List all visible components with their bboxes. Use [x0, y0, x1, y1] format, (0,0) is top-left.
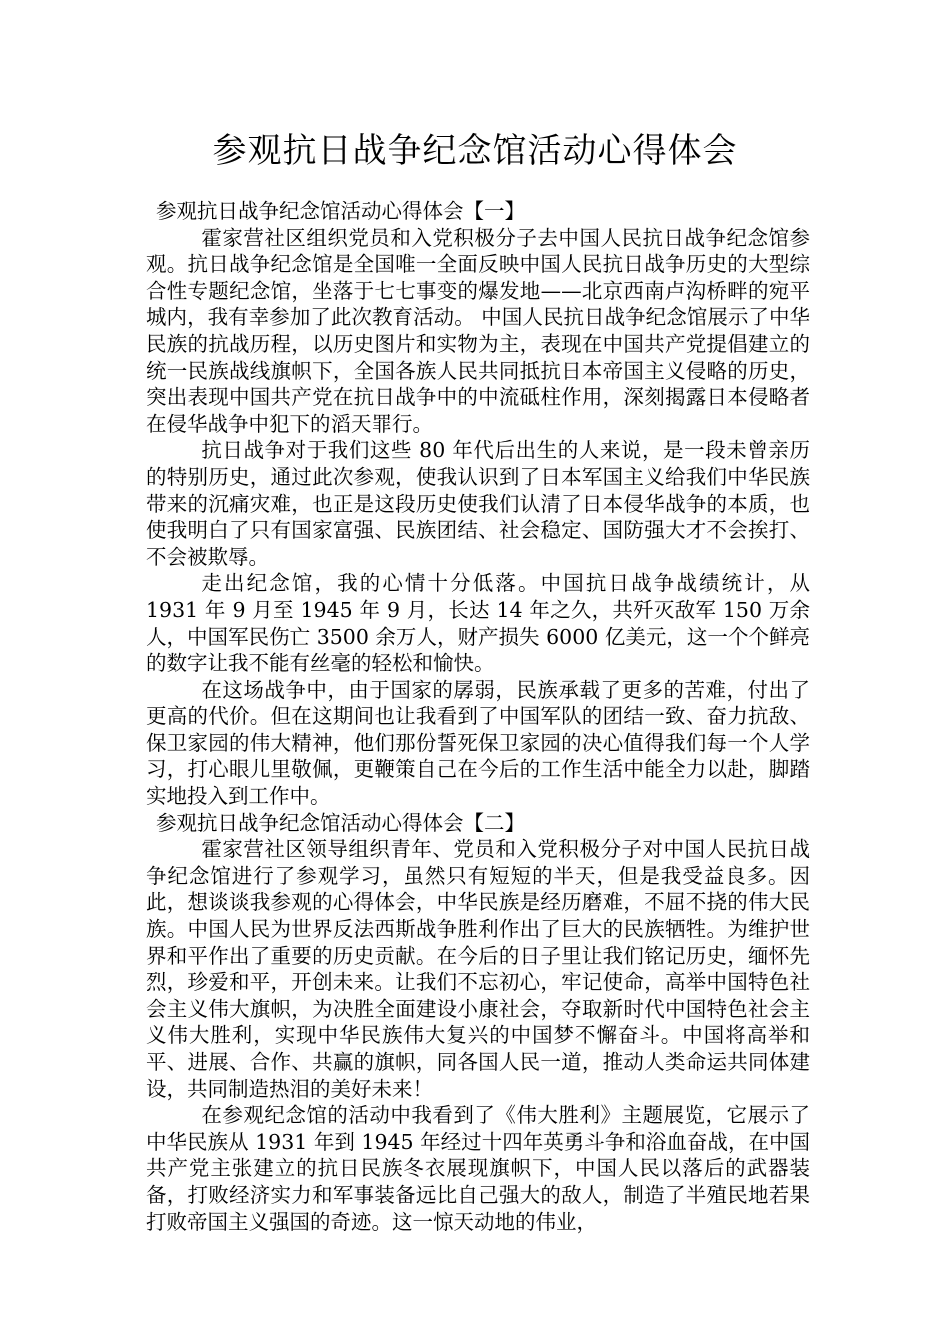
section-heading: 参观抗日战争纪念馆活动心得体会【二】 [156, 810, 525, 835]
section-1 [146, 198, 810, 810]
section-2 [146, 810, 810, 1236]
paragraph: 在这场战争中，由于国家的孱弱，民族承载了更多的苦难，付出了更高的代价。但在这期间也让我看到了中国军队的团结一致、奋力抗敌、保卫家园的伟大精神，他们那份誓死保卫家园的决心值得我们每一个人学习，打心眼儿里敬佩，更鞭策自己在今后的工作生活中能全力以赴，脚踏实地投入到工作中。 [146, 677, 810, 809]
paragraph: 在参观纪念馆的活动中我看到了《伟大胜利》主题展览，它展示了中华民族从 1931 年到 1945 年经过十四年英勇斗争和浴血奋战，在中国共产党主张建立的抗日民族冬衣展现旗帜下，中国人民以落后的武器装备，打败经济实力和军事装备远比自己强大的敌人，制造了半殖民地若果打败帝国主义强国的奇迹。这一惊天动地的伟业， [146, 1103, 810, 1234]
page-title: 参观抗日战争纪念馆活动心得体会 [212, 131, 738, 171]
document-body [146, 198, 810, 1235]
paragraph: 抗日战争对于我们这些 80 年代后出生的人来说，是一段未曾亲历的特别历史，通过此次参观，使我认识到了日本军国主义给我们中华民族带来的沉痛灾难，也正是这段历史使我们认清了日本侵华战争的本质，也使我明白了只有国家富强、民族团结、社会稳定、国防强大才不会挨打、不会被欺辱。 [146, 438, 810, 569]
paragraph: 走出纪念馆，我的心情十分低落。中国抗日战争战绩统计，从 1931 年 9 月至 1945 年 9 月，长达 14 年之久，共歼灭敌军 150 万余人，中国军民伤亡 3500 余万人，财产损失 6000 亿美元，这一个个鲜亮的数字让我不能有丝毫的轻松和愉快。 [146, 571, 810, 676]
paragraph: 霍家营社区领导组织青年、党员和入党积极分子对中国人民抗日战争纪念馆进行了参观学习，虽然只有短短的半天，但是我受益良多。因此，想谈谈我参观的心得体会，中华民族是经历磨难，不屈不挠的伟大民族。中国人民为世界反法西斯战争胜利作出了巨大的民族牺牲。为维护世界和平作出了重要的历史贡献。在今后的日子里让我们铭记历史，缅怀先烈，珍爱和平，开创未来。让我们不忘初心，牢记使命，高举中国特色社会主义伟大旗帜，为决胜全面建设小康社会，夺取新时代中国特色社会主义伟大胜利，实现中华民族伟大复兴的中国梦不懈奋斗。中国将高举和平、进展、合作、共赢的旗帜，同各国人民一道，推动人类命运共同体建设，共同制造热泪的美好未来！ [146, 837, 810, 1101]
paragraph: 霍家营社区组织党员和入党积极分子去中国人民抗日战争纪念馆参观。抗日战争纪念馆是全国唯一全面反映中国人民抗日战争历史的大型综合性专题纪念馆，坐落于七七事变的爆发地——北京西南卢沟桥畔的宛平城内，我有幸参加了此次教育活动。 中国人民抗日战争纪念馆展示了中华民族的抗战历程，以历史图片和实物为主，表现在中国共产党提倡建立的统一民族战线旗帜下，全国各族人民共同抵抗日本帝国主义侵略的历史，突出表现中国共产党在抗日战争中的中流砥柱作用，深刻揭露日本侵略者在侵华战争中犯下的滔天罪行。 [146, 225, 810, 436]
section-heading: 参观抗日战争纪念馆活动心得体会【一】 [156, 199, 525, 223]
